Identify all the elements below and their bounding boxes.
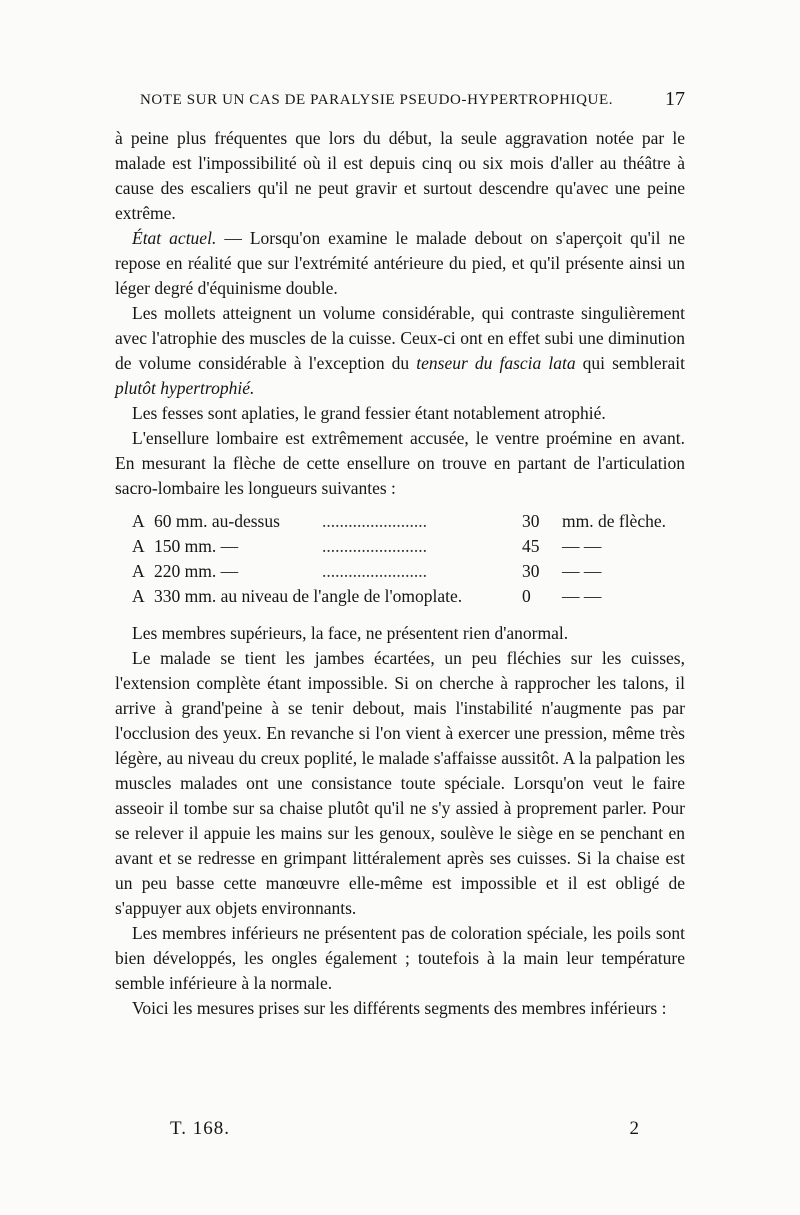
paragraph-malade-debout-text: Le malade se tient les jambes écartées, un peu fléchies sur les cuisses, l'extension complète étant impossible. Si on cherche à rapprocher les talons, il arrive à grand'peine à se tenir debout, mais l'instabilité n'augmente pas par l'occlusion des yeux. En revanche si l'on vient à exercer une pression, même très légère, au niveau du creux poplité, le malade s'affaisse aussitôt. A la palpation les muscles malades ont une consistance toute spéciale. Lorsqu'on veut le faire asseoir il tombe sur sa chaise plutôt qu'il ne s'y assied à proprement parler. Pour se relever il appuie les mains sur les genoux, soulève le siège en se penchant en avant et se redresse en grimpant littéralement après ses cuisses. Si la chaise est un peu basse cette manœuvre elle-même est impossible et il est obligé de s'appuyer aux objets environnants. [115, 648, 685, 918]
running-header [140, 88, 685, 110]
measurement-leader-dots: ........................ [322, 511, 427, 531]
measurement-table [132, 509, 677, 609]
measurement-unit: mm. de flèche. [562, 511, 666, 531]
measurement-leader-dots: ........................ [322, 561, 427, 581]
paragraph-1-text: à peine plus fréquentes que lors du début, la seule aggravation notée par le malade est l'impossibilité où il est depuis cinq ou six mois d'aller au théâtre à cause des escaliers qu'il ne peut gravir et surtout descendre qu'avec une peine extrême. [115, 128, 685, 223]
paragraph-membres-superieurs-text: Les membres supérieurs, la face, ne présentent rien d'anormal. [132, 623, 569, 643]
paragraph-fesses [115, 401, 685, 426]
measurement-value: 0 [522, 586, 531, 606]
page-body [115, 126, 685, 1021]
measurement-prefix: A [132, 586, 145, 606]
measurement-row [132, 584, 677, 609]
measurement-value: 45 [522, 536, 540, 556]
paragraph-ensellure [115, 426, 685, 501]
measurement-row [132, 559, 677, 584]
volume-mark: T. 168. [170, 1118, 230, 1139]
paragraph-etat-actuel-text: — Lorsqu'on examine le malade debout on s'aperçoit qu'il ne repose en réalité que sur l'extrémité antérieure du pied, et qu'il présente ainsi un léger degré d'équinisme double. [115, 228, 685, 298]
paragraph-membres-superieurs [115, 621, 685, 646]
measurement-position: 220 mm. — [154, 561, 239, 581]
measurement-unit: — — [562, 536, 602, 556]
paragraph-mollets [115, 301, 685, 401]
measurement-unit: — — [562, 586, 602, 606]
paragraph-mollets-text-1: Les mollets atteignent un volume considérable, qui contraste singulièrement avec l'atrophie des muscles de la cuisse. Ceux-ci ont en effet subi une diminution de volume considérable à l'exception du [115, 303, 685, 373]
muscle-name-italic: tenseur du fascia lata [416, 353, 576, 373]
section-lead: État actuel. [132, 228, 217, 248]
measurement-leader-dots: ........................ [322, 536, 427, 556]
paragraph-mesures-text: Voici les mesures prises sur les différents segments des membres inférieurs : [132, 998, 667, 1018]
measurement-prefix: A [132, 511, 145, 531]
paragraph-etat-actuel [115, 226, 685, 301]
paragraph-ensellure-text: L'ensellure lombaire est extrêmement accusée, le ventre proémine en avant. En mesurant la flèche de cette ensellure on trouve en partant de l'articulation sacro-lombaire les longueurs suivantes : [115, 428, 685, 498]
signature-mark: 2 [629, 1118, 640, 1139]
paragraph-membres-inferieurs-text: Les membres inférieurs ne présentent pas de coloration spéciale, les poils sont bien développés, les ongles également ; toutefois à la main leur température semble inférieure à la normale. [115, 923, 685, 993]
measurement-unit: — — [562, 561, 602, 581]
measurement-value: 30 [522, 511, 540, 531]
measurement-row [132, 509, 677, 534]
measurement-position: 60 mm. au-dessus [154, 511, 280, 531]
paragraph-fesses-text: Les fesses sont aplaties, le grand fessier étant notablement atrophié. [132, 403, 606, 423]
paragraph-membres-inferieurs [115, 921, 685, 996]
paragraph-1 [115, 126, 685, 226]
measurement-row [132, 534, 677, 559]
running-title: NOTE SUR UN CAS DE PARALYSIE PSEUDO-HYPERTROPHIQUE. [140, 92, 614, 108]
page-footer [170, 1118, 640, 1140]
measurement-value: 30 [522, 561, 540, 581]
measurement-position: 150 mm. — [154, 536, 239, 556]
paragraph-malade-debout [115, 646, 685, 921]
measurement-prefix: A [132, 536, 145, 556]
measurement-position: 330 mm. au niveau de l'angle de l'omoplate. [154, 586, 463, 606]
hypertrophie-italic: plutôt hypertrophié. [115, 378, 255, 398]
measurement-prefix: A [132, 561, 145, 581]
page-number: 17 [665, 88, 685, 110]
paragraph-mesures [115, 996, 685, 1021]
paragraph-mollets-text-2: qui semblerait [575, 353, 685, 373]
